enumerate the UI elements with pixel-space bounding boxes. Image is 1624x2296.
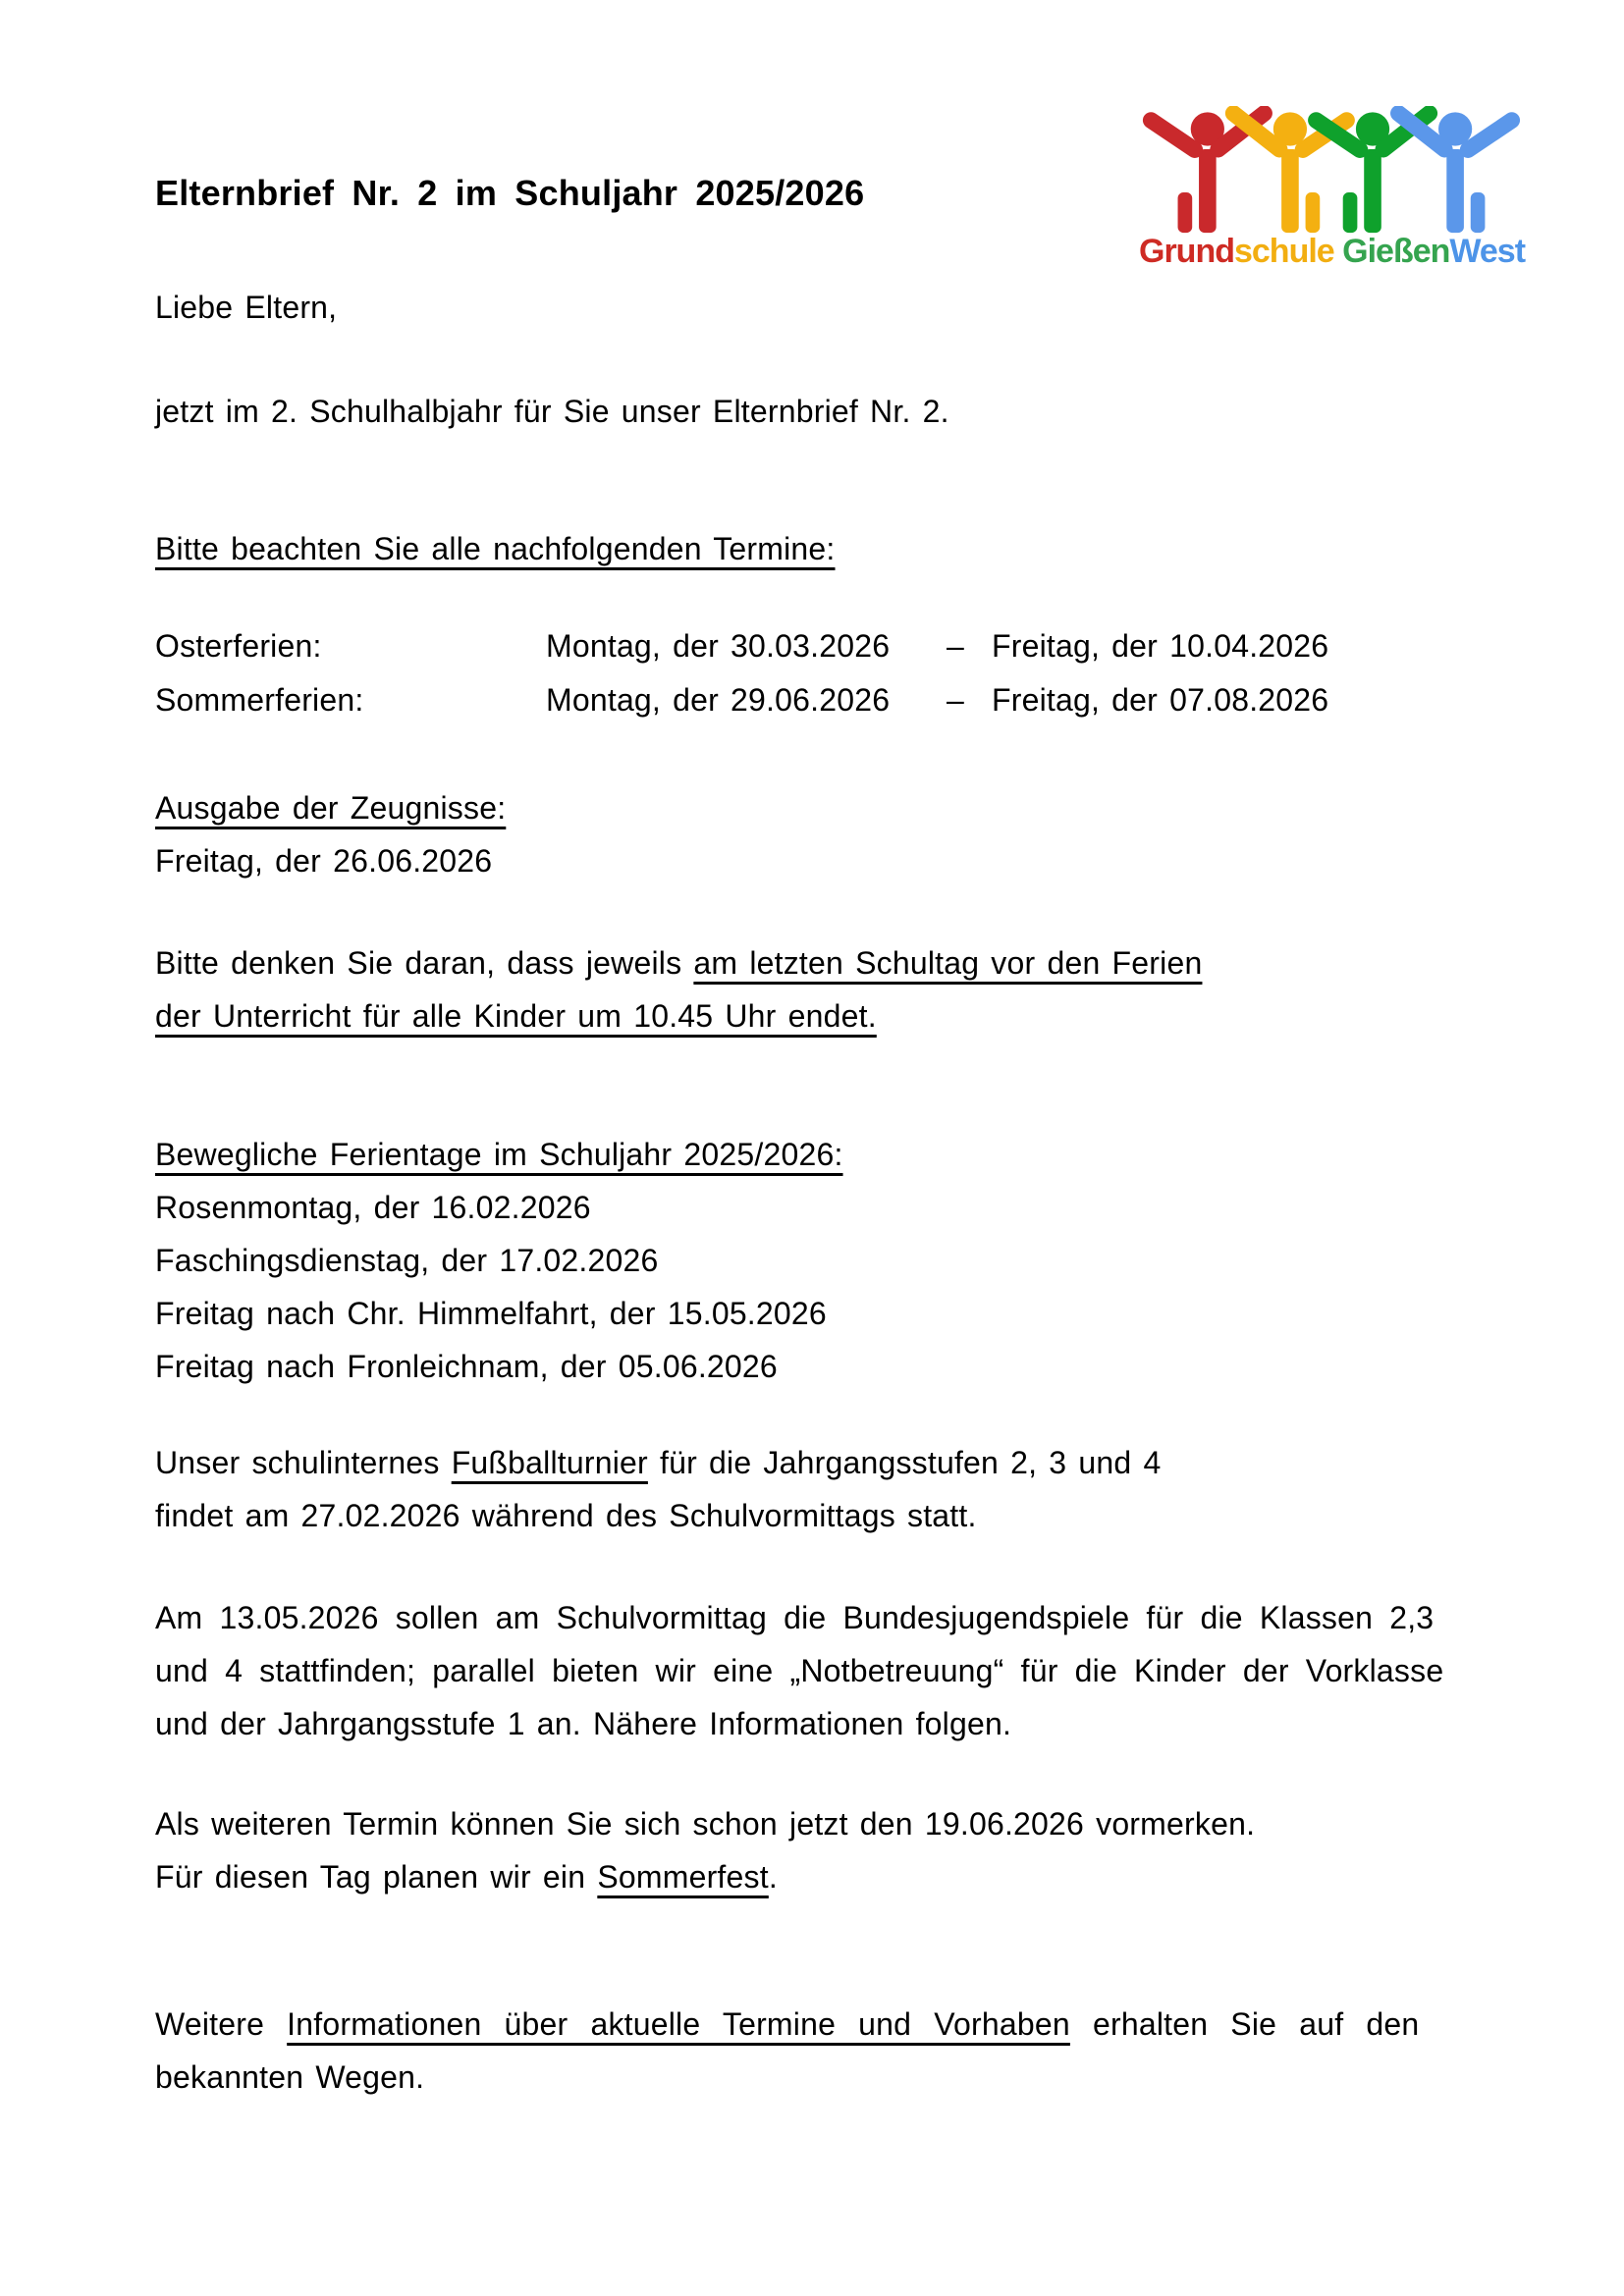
fussball-line1-pre: Unser schulinternes bbox=[155, 1445, 452, 1480]
termine-heading bbox=[155, 522, 1477, 575]
termine-heading-text: Bitte beachten Sie alle nachfolgenden Termine: bbox=[155, 531, 836, 566]
list-item-fronleichnam: Freitag nach Fronleichnam, der 05.06.2026 bbox=[155, 1349, 778, 1384]
letter-title: Elternbrief Nr. 2 im Schuljahr 2025/2026 bbox=[155, 173, 865, 213]
weitere-line-1 bbox=[155, 1998, 1477, 2051]
row-dash: – bbox=[947, 628, 964, 664]
fussball-paragraph bbox=[155, 1436, 1477, 1542]
zeugnisse-date: Freitag, der 26.06.2026 bbox=[155, 843, 493, 879]
sommerfest-line2-underlined: Sommerfest bbox=[597, 1859, 769, 1895]
reminder-line-2 bbox=[155, 989, 1477, 1042]
weitere-paragraph bbox=[155, 1998, 1477, 2104]
weitere-line1-pre: Weitere bbox=[155, 2006, 288, 2042]
sommerfest-paragraph bbox=[155, 1797, 1477, 1903]
row-start-date: Montag, der 30.03.2026 bbox=[546, 628, 891, 664]
bjs-line-3: und der Jahrgangsstufe 1 an. Nähere Informationen folgen. bbox=[155, 1706, 1012, 1741]
table-row-osterferien bbox=[155, 619, 1477, 673]
logo-text-schule: schule bbox=[1233, 233, 1334, 270]
table-row-sommerferien bbox=[155, 673, 1477, 727]
sommerfest-line-1: Als weiteren Termin können Sie sich schon jetzt den 19.06.2026 vormerken. bbox=[155, 1806, 1256, 1842]
list-item-fasching: Faschingsdienstag, der 17.02.2026 bbox=[155, 1243, 659, 1278]
bjs-line-2: und 4 stattfinden; parallel bieten wir eine „Notbetreuung“ für die Kinder der Vorklasse bbox=[155, 1653, 1444, 1688]
reminder-line1-underlined: am letzten Schultag vor den Ferien bbox=[693, 945, 1203, 981]
logo-text-grund: Grund bbox=[1139, 233, 1234, 270]
list-item-himmelfahrt: Freitag nach Chr. Himmelfahrt, der 15.05.2026 bbox=[155, 1296, 827, 1331]
logo-text-giessen: Gießen bbox=[1333, 233, 1450, 270]
weitere-line-2: bekannten Wegen. bbox=[155, 2059, 425, 2095]
sommerfest-line-2 bbox=[155, 1850, 1477, 1903]
bjs-line-1: Am 13.05.2026 sollen am Schulvormittag die Bundesjugendspiele für die Klassen 2,3 bbox=[155, 1600, 1435, 1635]
fussball-line1-underlined: Fußballturnier bbox=[451, 1445, 648, 1480]
reminder-line1-pre: Bitte denken Sie daran, dass jeweils bbox=[155, 945, 694, 981]
zeugnisse-heading-text: Ausgabe der Zeugnisse: bbox=[155, 790, 507, 826]
fussball-line-1 bbox=[155, 1436, 1477, 1489]
row-label: Osterferien: bbox=[155, 628, 322, 664]
row-dash: – bbox=[947, 682, 964, 718]
reminder-line-1 bbox=[155, 936, 1477, 989]
bewegliche-heading-text: Bewegliche Ferientage im Schuljahr 2025/2026: bbox=[155, 1137, 843, 1172]
sommerfest-line2-pre: Für diesen Tag planen wir ein bbox=[155, 1859, 598, 1895]
zeugnisse-heading bbox=[155, 781, 1477, 834]
logo-figures-image bbox=[1139, 106, 1522, 236]
school-logo bbox=[1139, 106, 1526, 271]
list-item-rosenmontag: Rosenmontag, der 16.02.2026 bbox=[155, 1190, 591, 1225]
ferien-table bbox=[155, 619, 1477, 727]
reminder-line2-underlined: der Unterricht für alle Kinder um 10.45 Uhr endet. bbox=[155, 998, 877, 1034]
weitere-line1-underlined: Informationen über aktuelle Termine und Vorhaben bbox=[287, 2006, 1070, 2042]
zeugnisse-section bbox=[155, 781, 1477, 887]
bewegliche-heading bbox=[155, 1128, 1477, 1181]
intro-line: jetzt im 2. Schulhalbjahr für Sie unser Elternbrief Nr. 2. bbox=[155, 394, 949, 429]
row-label: Sommerferien: bbox=[155, 682, 364, 718]
logo-text-west: West bbox=[1449, 233, 1526, 270]
row-end-date: Freitag, der 10.04.2026 bbox=[992, 628, 1329, 664]
row-start-date: Montag, der 29.06.2026 bbox=[546, 682, 891, 718]
reminder-paragraph bbox=[155, 936, 1477, 1042]
logo-figure-blue bbox=[1387, 106, 1522, 233]
weitere-line1-post: erhalten Sie auf den bbox=[1069, 2006, 1420, 2042]
logo-text bbox=[1139, 232, 1526, 271]
bundesjugendspiele-paragraph bbox=[155, 1591, 1477, 1750]
fussball-line-2: findet am 27.02.2026 während des Schulvormittags statt. bbox=[155, 1498, 977, 1533]
row-end-date: Freitag, der 07.08.2026 bbox=[992, 682, 1329, 718]
letter-header bbox=[155, 167, 1526, 270]
fussball-line1-post: für die Jahrgangsstufen 2, 3 und 4 bbox=[647, 1445, 1162, 1480]
sommerfest-line2-post: . bbox=[768, 1859, 778, 1895]
bewegliche-section bbox=[155, 1128, 1477, 1393]
salutation: Liebe Eltern, bbox=[155, 290, 338, 325]
